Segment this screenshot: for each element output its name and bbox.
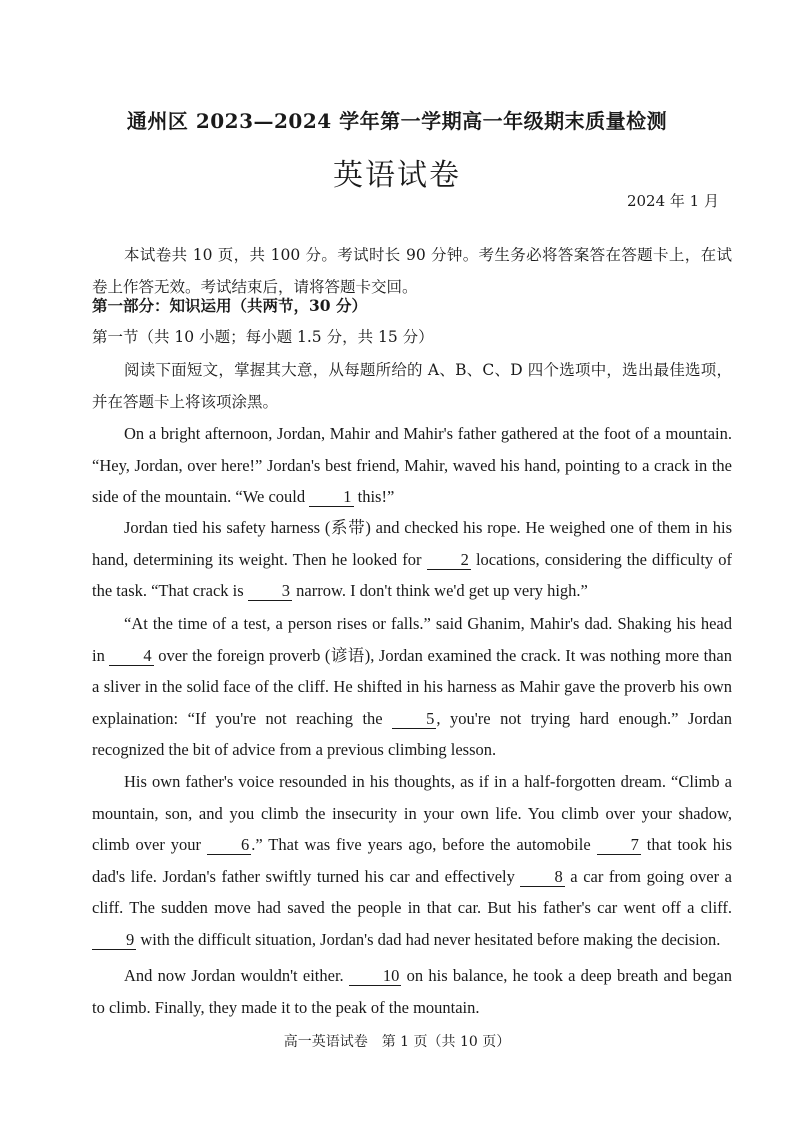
passage-text: this!” (353, 487, 395, 506)
passage-text: that took his dad's life. Jordan's father swiftly turned his car and effectively (92, 835, 732, 886)
page-footer: 高一英语试卷 第 1 页（共 10 页） (283, 1034, 511, 1050)
section-instructions: 阅读下面短文，掌握其大意，从每题所给的 A、B、C、D 四个选项中，选出最佳选项，并在答题卡上将该项涂黑。 (92, 361, 732, 411)
passage-paragraph-5 (92, 960, 732, 1023)
passage-text: , you're not trying hard enough.” Jordan recognized the bit of advice from a previous climbing lesson. (92, 708, 732, 759)
blank-1: 1 (309, 488, 353, 507)
exam-title: 通州区 2023—2024 学年第一学期高一年级期末质量检测 (126, 109, 668, 133)
passage-paragraph-3 (92, 608, 732, 766)
passage-text: And now Jordan wouldn't either. (124, 966, 349, 985)
blank-5: 5 (392, 710, 436, 729)
passage-text: on his balance, he took a deep breath and began to climb. Finally, they made it to the peak of the mountain. (92, 966, 732, 1017)
passage-text: a car from going over a cliff. The sudden move had saved the people in that car. But his father's car went off a cliff. (92, 866, 732, 917)
blank-9: 9 (92, 931, 136, 950)
passage-text: Jordan tied his safety harness (系带) and checked his rope. He weighed one of them in his hand, determining its weight. Then he looked for (92, 518, 732, 569)
passage-text: “At the time of a test, a person rises or falls.” said Ghanim, Mahir's dad. Shaking his head in (92, 614, 732, 665)
blank-10: 10 (349, 967, 402, 986)
passage-text: with the difficult situation, Jordan's dad had never hesitated before making the decision. (136, 929, 721, 949)
passage-text: locations, considering the difficulty of the task. “That crack is (92, 549, 732, 600)
blank-6: 6 (207, 836, 251, 855)
passage-text: over the foreign proverb (谚语), Jordan examined the crack. It was nothing more than a sliver in the solid face of the cliff. He shifted in his harness as Mahir gave the proverb his own explaination: “If you're not reaching the (92, 645, 732, 728)
blank-8: 8 (520, 868, 564, 887)
blank-7: 7 (597, 836, 641, 855)
passage-text: On a bright afternoon, Jordan, Mahir and Mahir's father gathered at the foot of a mountain. “Hey, Jordan, over here!” Jordan's best friend, Mahir, waved his hand, pointing to a crack in the side of the mountain. “We could (92, 424, 732, 506)
blank-2: 2 (427, 551, 471, 570)
exam-intro: 本试卷共 10 页，共 100 分。考试时长 90 分钟。考生务必将答案答在答题卡上，在试卷上作答无效。考试结束后，请将答题卡交回。 (92, 246, 732, 296)
passage-paragraph-4 (92, 766, 732, 955)
passage-text: .” That was five years ago, before the automobile (251, 835, 597, 854)
part-one-heading: 第一部分：知识运用（共两节，30 分） (92, 296, 367, 315)
exam-date: 2024 年 1 月 (626, 192, 719, 210)
blank-4: 4 (109, 647, 153, 666)
passage-paragraph-2 (92, 512, 732, 607)
passage-text: His own father's voice resounded in his thoughts, as if in a half-forgotten dream. “Climb a mountain, son, and you climb the insecurity in your own life. You climb over your shadow, climb over your (92, 772, 732, 854)
exam-subtitle: 英语试卷 (333, 158, 461, 193)
passage-text: narrow. I don't think we'd get up very high.” (292, 581, 588, 600)
section-one-heading: 第一节（共 10 小题；每小题 1.5 分，共 15 分） (92, 328, 434, 346)
blank-3: 3 (248, 582, 292, 601)
passage-paragraph-1 (92, 418, 732, 513)
